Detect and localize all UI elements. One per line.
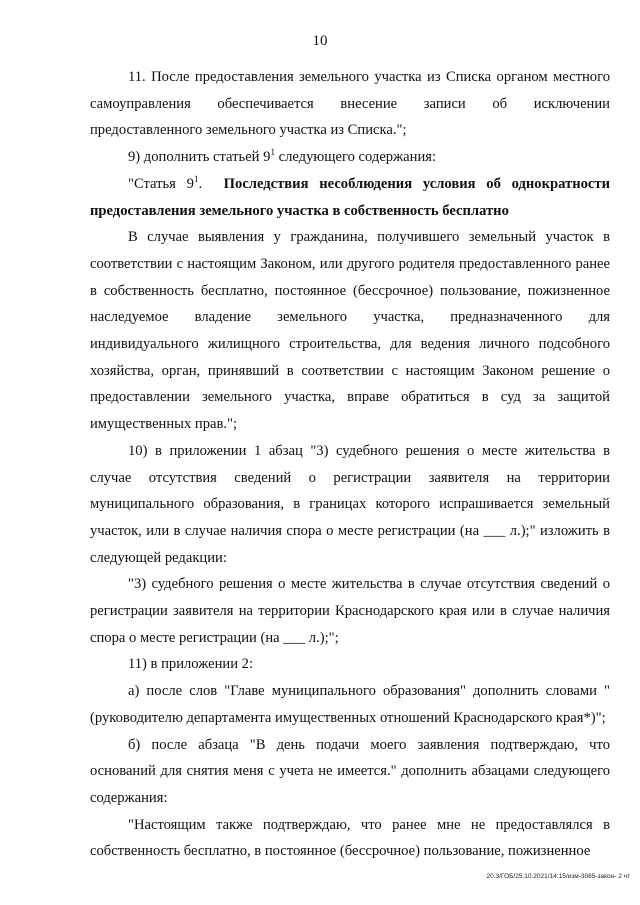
paragraph-8: б) после абзаца "В день подачи моего заявления подтверждаю, что оснований для снятия меня с учета не имеется." дополнить абзацами следующего содержания: — [90, 736, 610, 806]
paragraph-9: "Настоящим также подтверждаю, что ранее мне не предоставлялся в собственность бесплатно, в постоянное (бессрочное) пользование, пожизненное — [90, 816, 610, 860]
superscript-1: 1 — [270, 147, 275, 158]
paragraph-7: а) после слов "Главе муниципального образования" дополнить словами "(руководителю департамента имущественных отношений Краснодарского края*)"; — [90, 683, 610, 726]
paragraph-2-text: 9) дополнить статьей 9 — [128, 149, 271, 166]
document-footer-code: 20.3/ГОБ/25.10.2021/14:15/изм-3085-закон- 2 чт — [486, 873, 630, 880]
article-title: Последствия несоблюдения условия об однократности предоставления земельного участка в собственность бесплатно — [90, 175, 610, 219]
article-label: "Статья 9 — [128, 175, 194, 192]
paragraph-6: 11) в приложении 2: — [128, 656, 254, 673]
paragraph-5: "3) судебного решения о месте жительства в случае отсутствия сведений о регистрации заявителя на территории Краснодарского края или в случае наличия спора о месте регистрации (на ___ л.);"; — [90, 576, 610, 646]
paragraph-4: 10) в приложении 1 абзац "3) судебного решения о месте жительства в случае отсутствия сведений о регистрации заявителя на территории муниципального образования, в границах которого испрашивается земельный участок, или в случае наличия спора о месте регистрации (на ___ л.);" изложить в следующей редакции: — [90, 442, 610, 566]
paragraph-2-tail: следующего содержания: — [278, 149, 437, 166]
paragraph-3: В случае выявления у гражданина, получившего земельный участок в соответствии с настоящим Законом, или другого родителя предоставленного ранее в собственность бесплатно, постоянное (бессрочное) пользование, пожизненное наследуемое владение земельного участка, предназначенного для индивидуального жилищного строительства, для ведения личного подсобного хозяйства, орган, принявший в соответствии с настоящим Законом решение о предоставлении земельного участка, вправе обратиться в суд за защитой имущественных прав."; — [90, 229, 610, 433]
paragraph-2 — [90, 144, 610, 171]
paragraph-1: 11. После предоставления земельного участка из Списка органом местного самоуправления обеспечивается внесение записи об исключении предоставленного земельного участка из Списка."; — [90, 69, 610, 139]
page-number: 10 — [312, 33, 328, 49]
superscript-article: 1 — [193, 173, 199, 184]
document-body — [90, 64, 610, 865]
article-heading: "Статья $9^1$. Последствия несоблюдения условия об однократности предоставления земельного участка в собственность бесплатно — [90, 173, 610, 219]
